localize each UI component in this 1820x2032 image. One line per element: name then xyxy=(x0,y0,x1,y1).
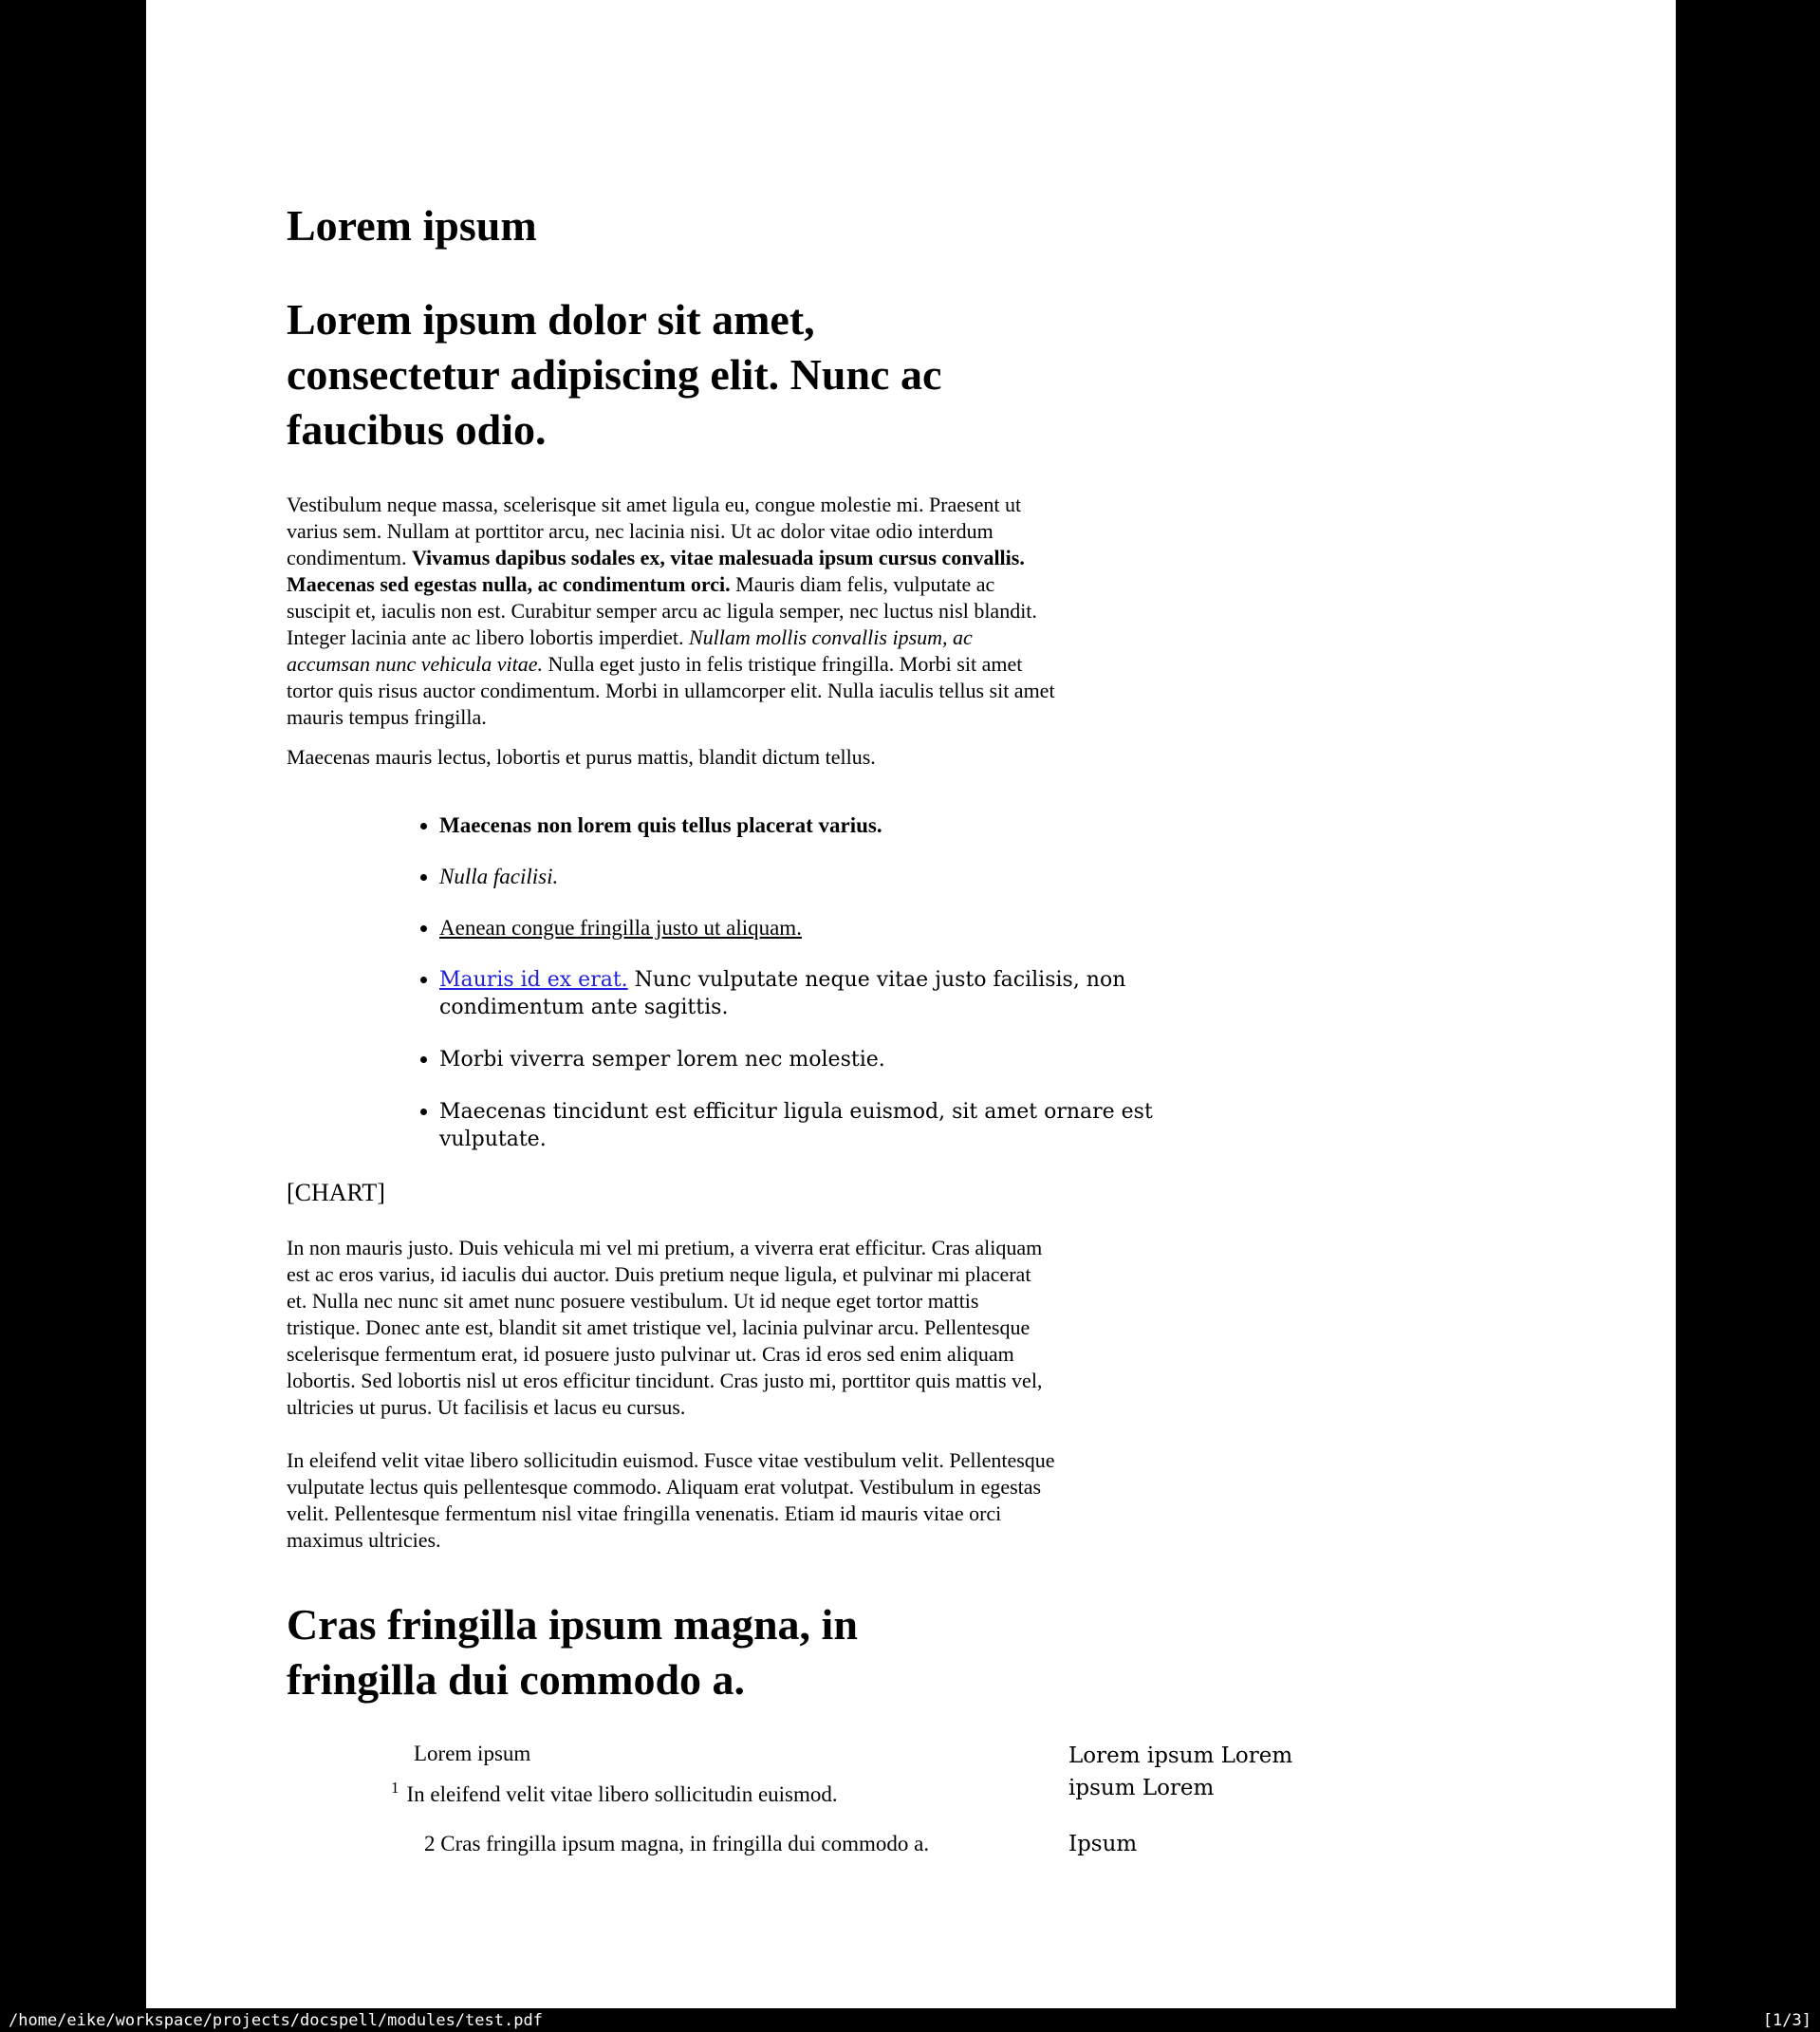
section-heading xyxy=(287,292,1057,457)
table-cell-header-left: Lorem ipsum xyxy=(414,1742,531,1765)
heading-line: consectetur adipiscing elit. Nunc ac xyxy=(287,350,942,399)
table-cell-right: Ipsum xyxy=(1068,1832,1138,1856)
chart-placeholder: [CHART] xyxy=(287,1179,385,1206)
text-run: Mauris diam felis, vulputate ac suscipit et, iaculis non est. Curabitur semper arcu ac ligula semper, nec luctus nisl blandit. Integer lacinia ante ac libero lobortis imperdiet. xyxy=(287,572,1037,649)
paragraph: In eleifend velit vitae libero sollicitudin euismod. Fusce vitae vestibulum velit. Pellentesque vulputate lectus quis pellentesque commodo. Aliquam erat volutpat. Vestibulum in egestas velit. Pellentesque fermentum nisl vitae fringilla venenatis. Etiam id mauris vitae orci maximus ultricies. xyxy=(287,1448,1055,1552)
document-content xyxy=(287,0,1153,1707)
text-run: Vivamus dapibus sodales ex, vitae malesuada ipsum cursus convallis. Maecenas sed egestas nulla, ac condimentum orci. xyxy=(287,546,1025,596)
heading-line: Cras fringilla ipsum magna, in xyxy=(287,1600,858,1649)
table-cell-left: 2 Cras fringilla ipsum magna, in fringilla dui commodo a. xyxy=(424,1832,930,1855)
bullet-list xyxy=(287,812,1153,1153)
list-item xyxy=(439,915,1161,941)
footnote xyxy=(391,1774,838,1809)
statusbar xyxy=(0,2008,1820,2032)
list-item xyxy=(439,1046,1161,1073)
text-run: Aenean congue fringilla justo ut aliquam. xyxy=(439,916,802,940)
heading-line: Lorem ipsum dolor sit amet, xyxy=(287,295,815,344)
list-item xyxy=(439,812,1161,839)
paragraph xyxy=(287,492,1055,731)
text-run: Nunc vulputate neque vitae justo facilisis, non condimentum ante sagittis. xyxy=(439,968,1126,1019)
text-run: Nulla facilisi. xyxy=(439,865,559,888)
heading-line: faucibus odio. xyxy=(287,405,547,454)
list-item xyxy=(439,1098,1161,1153)
footnote-marker: 1 xyxy=(391,1779,399,1797)
footnote-text: In eleifend velit vitae libero sollicitudin euismod. xyxy=(406,1782,838,1806)
statusbar-file-path: /home/eike/workspace/projects/docspell/modules/test.pdf xyxy=(9,2010,543,2030)
text-run: Nulla eget justo in felis tristique fringilla. Morbi sit amet tortor quis risus auctor condimentum. Morbi in ullamcorper elit. Nulla iaculis tellus sit amet mauris tempus fringilla. xyxy=(287,652,1055,729)
text-run: Vestibulum neque massa, scelerisque sit amet ligula eu, congue molestie mi. Praesent ut varius sem. Nullam at porttitor arcu, nec lacinia nisi. Ut ac dolor vitae odio interdum condimentum. xyxy=(287,493,1022,569)
heading-line: fringilla dui commodo a. xyxy=(287,1655,746,1704)
text-run: Morbi viverra semper lorem nec molestie. xyxy=(439,1048,885,1072)
text-run: Maecenas tincidunt est efficitur ligula euismod, sit amet ornare est vulputate. xyxy=(439,1100,1153,1151)
pdf-page[interactable] xyxy=(146,0,1676,2009)
statusbar-page-indicator: [1/3] xyxy=(1762,2010,1811,2030)
hyperlink[interactable]: Mauris id ex erat. xyxy=(439,968,628,992)
paragraph: In non mauris justo. Duis vehicula mi vel mi pretium, a viverra erat efficitur. Cras aliquam est ac eros varius, id iaculis dui auctor. Duis pretium neque ligula, et pulvinar mi placerat et. Nulla nec nunc sit amet nunc posuere vestibulum. Ut id neque eget tortor mattis tristique. Donec ante est, blandit sit amet tristique vel, lacinia pulvinar arcu. Pellentesque scelerisque fermentum erat, id posuere justo pulvinar ut. Cras id eros sed enim aliquam lobortis. Sed lobortis nisl ut eros efficitur tincidunt. Cras justo mi, porttitor quis mattis vel, ultricies ut purus. Ut facilisis et lacus eu cursus. xyxy=(287,1236,1043,1419)
table-cell-header-right: Lorem ipsum Lorem ipsum Lorem xyxy=(1068,1743,1293,1800)
document-title: Lorem ipsum xyxy=(287,201,537,250)
list-item xyxy=(439,864,1161,890)
list-item xyxy=(439,966,1161,1021)
text-run: Maecenas non lorem quis tellus placerat varius. xyxy=(439,813,882,837)
paragraph: Maecenas mauris lectus, lobortis et purus mattis, blandit dictum tellus. xyxy=(287,745,876,769)
section-heading xyxy=(287,1597,1057,1707)
text-run: Nullam mollis convallis ipsum, ac accumsan nunc vehicula vitae. xyxy=(287,625,973,676)
